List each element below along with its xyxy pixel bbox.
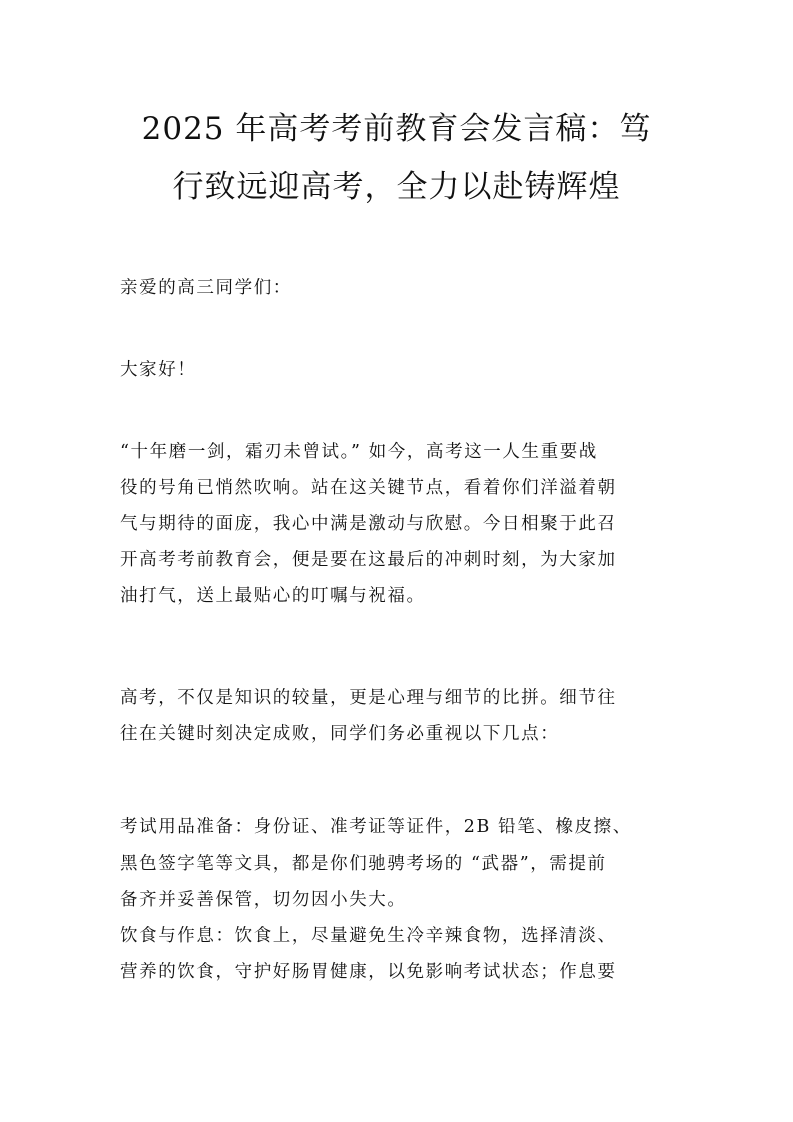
paragraph-1-line: “十年磨一剑，霜刃未曾试。” 如今，高考这一人生重要战 <box>120 442 598 462</box>
paragraph-3-line: 考试用品准备：身份证、准考证等证件，2B 铅笔、橡皮擦、 <box>120 817 632 837</box>
paragraph-1-line: 役的号角已悄然吹响。站在这关键节点，看着你们洋溢着朝 <box>120 478 617 498</box>
title-line-2: 行致远迎高考，全力以赴铸辉煌 <box>172 169 621 205</box>
paragraph-2-line: 往在关键时刻决定成败，同学们务必重视以下几点： <box>120 724 560 744</box>
paragraph-3-line: 黑色签字笔等文具，都是你们驰骋考场的 “武器”，需提前 <box>120 854 607 874</box>
title-line-1: 2025 年高考考前教育会发言稿：笃 <box>141 111 652 147</box>
paragraph-2-line: 高考，不仅是知识的较量，更是心理与细节的比拼。细节往 <box>120 688 617 708</box>
paragraph-1-line: 开高考考前教育会，便是要在这最后的冲刺时刻，为大家加 <box>120 550 617 570</box>
greeting: 大家好！ <box>120 360 197 380</box>
salutation: 亲爱的高三同学们： <box>120 278 292 298</box>
paragraph-3-line: 备齐并妥善保管，切勿因小失大。 <box>120 890 407 910</box>
paragraph-4-line: 营养的饮食，守护好肠胃健康，以免影响考试状态；作息要 <box>120 962 617 982</box>
paragraph-1-line: 油打气，送上最贴心的叮嘱与祝福。 <box>120 586 426 606</box>
paragraph-4-line: 饮食与作息：饮食上，尽量避免生冷辛辣食物，选择清淡、 <box>120 926 617 946</box>
paragraph-1-line: 气与期待的面庞，我心中满是激动与欣慰。今日相聚于此召 <box>120 514 617 534</box>
